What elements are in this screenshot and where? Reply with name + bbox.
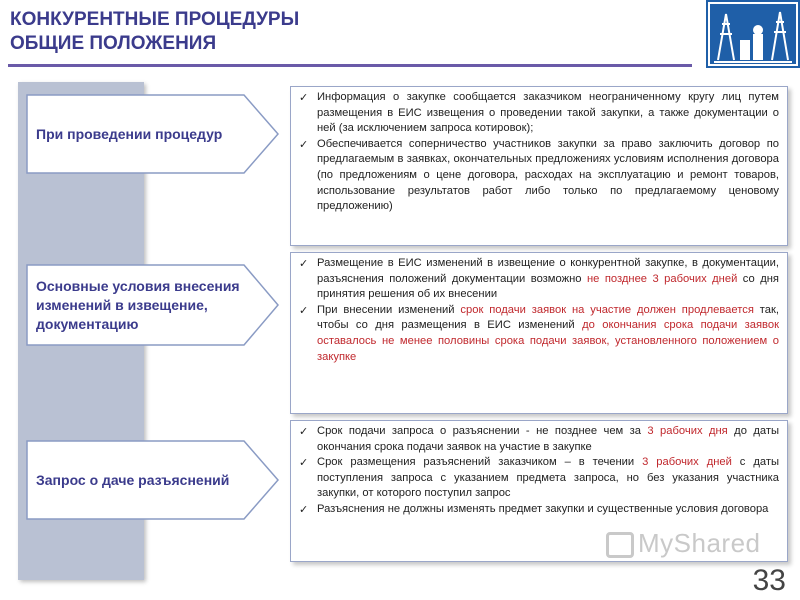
section-label-text: Запрос о даче разъяснений [36,471,230,488]
page-title [10,8,299,56]
list-item: ✓ При внесении изменений срок подачи заявок на участие должен продлевается так, чтобы со дня размещения в ЕИС изменений до окончания срока подачи заявок оставалось не менее половины срока подачи заявок, установленного положением о закупке [299,303,779,365]
watermark-icon [606,532,634,558]
section-box-procedures [290,86,788,246]
section-label-changes [26,264,282,346]
section-label-procedures [26,94,282,174]
title-line-2: ОБЩИЕ ПОЛОЖЕНИЯ [10,33,217,54]
list-item: ✓ Срок подачи запроса о разъяснении - не позднее чем за 3 рабочих дня до даты окончания срока подачи заявок на участие в закупке [299,424,779,455]
bullet-list [299,90,779,215]
list-item: ✓ Срок размещения разъяснений заказчиком – в течении 3 рабочих дней с даты поступления запроса с указанием предмета запроса, но без указания участника закупки, от которого поступил запрос [299,455,779,502]
energy-logo-icon [706,0,800,68]
section-box-changes [290,252,788,414]
list-item: ✓ Размещение в ЕИС изменений в извещение о конкурентной закупке, в документации, разъяснения положений документации возможно не позднее 3 рабочих дней со дня принятия решения об их внесении [299,256,779,303]
list-item: ✓ Информация о закупке сообщается заказчиком неограниченному кругу лиц путем размещения в ЕИС извещения о проведении такой закупки, а также документации о ней (за исключением запроса котировок); [299,90,779,137]
section-label-text: Основные условия внесения изменений в извещение, документацию [36,277,240,332]
bullet-list [299,256,779,365]
list-item: ✓ Обеспечивается соперничество участников закупки за право заключить договор по предлагаемым в заявках, окончательных предложениях условиям исполнения договора (по предложениям о цене договора, расходах на эксплуатацию и ремонт товаров, использование результатов работ либо только по предлагаемому ценовому предложению) [299,137,779,215]
section-label-text: При проведении процедур [36,125,223,142]
list-item: ✓ Разъяснения не должны изменять предмет закупки и существенные условия договора [299,502,779,518]
bullet-list [299,424,779,518]
title-underline [8,64,692,67]
page-number: 33 [752,564,786,597]
section-label-clarifications [26,440,282,520]
title-line-1: КОНКУРЕНТНЫЕ ПРОЦЕДУРЫ [10,9,300,30]
watermark: MyShared [606,528,761,559]
